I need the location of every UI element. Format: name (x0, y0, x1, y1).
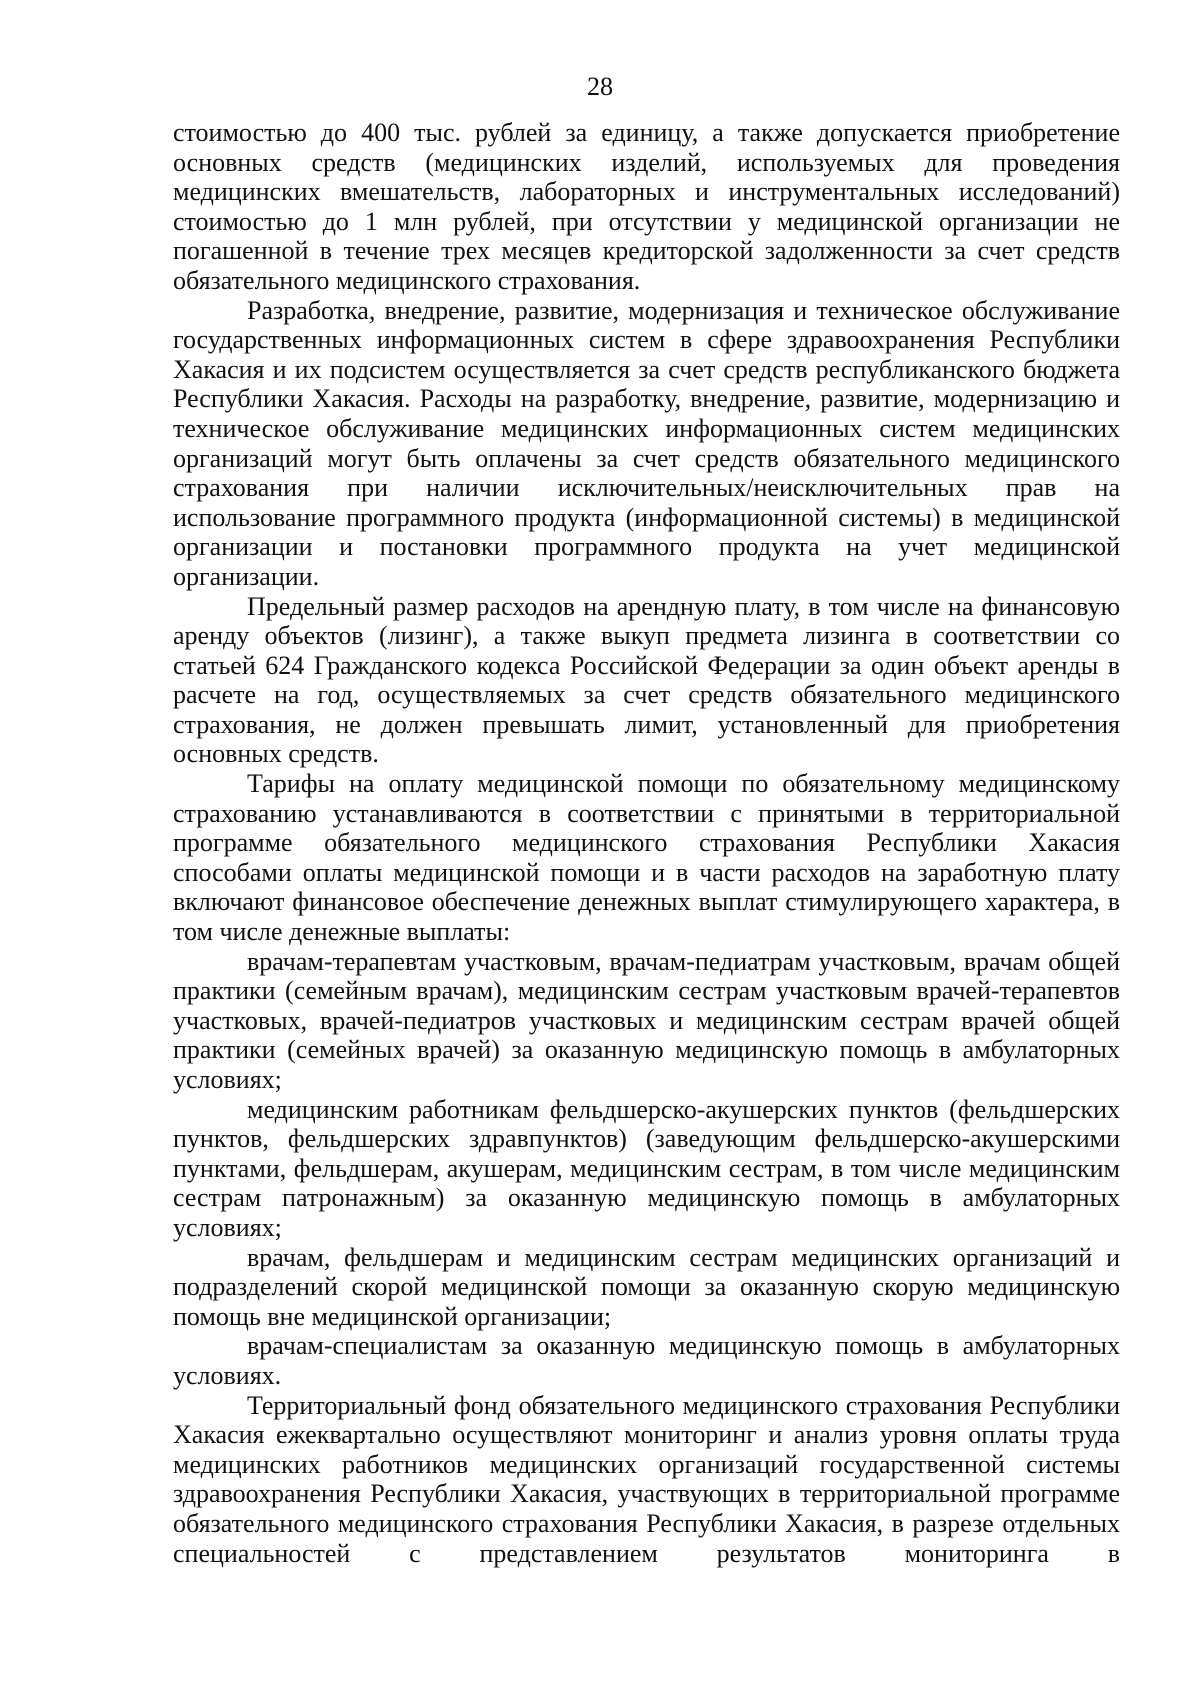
page-number: 28 (587, 72, 613, 101)
paragraph-tariffs: Тарифы на оплату медицинской помощи по обязательному медицинскому страхованию устанавливаются в соответствии с принятыми в территориальной программе обязательного медицинского страхования Республики Хакасия способами оплаты медицинской помощи и в части расходов на заработную плату включают финансовое обеспечение денежных выплат стимулирующего характера, в том числе денежные выплаты: (173, 769, 1120, 947)
body-text (173, 118, 1120, 1568)
paragraph-leasing-limit: Предельный размер расходов на арендную плату, в том числе на финансовую аренду объектов (лизинг), а также выкуп предмета лизинга в соответствии со статьей 624 Гражданского кодекса Российской Федерации за один объект аренды в расчете на год, осуществляемых за счет средств обязательного медицинского страхования, не должен превышать лимит, установленный для приобретения основных средств. (173, 591, 1120, 769)
paragraph-feldsher-points: медицинским работникам фельдшерско-акушерских пунктов (фельдшерских пунктов, фельдшерских здравпунктов) (заведующим фельдшерско-акушерскими пунктами, фельдшерам, акушерам, медицинским сестрам, в том числе медицинским сестрам патронажным) за оказанную медицинскую помощь в амбулаторных условиях; (173, 1094, 1120, 1242)
paragraph-information-systems: Разработка, внедрение, развитие, модернизация и техническое обслуживание государственных информационных систем в сфере здравоохранения Республики Хакасия и их подсистем осуществляется за счет средств республиканского бюджета Республики Хакасия. Расходы на разработку, внедрение, развитие, модернизацию и техническое обслуживание медицинских информационных систем медицинских организаций могут быть оплачены за счет средств обязательного медицинского страхования при наличии исключительных/неисключительных прав на использование программного продукта (информационной системы) в медицинской организации и постановки программного продукта на учет медицинской организации. (173, 295, 1120, 591)
paragraph-fixed-assets-cost: стоимостью до 400 тыс. рублей за единицу, а также допускается приобретение основных средств (медицинских изделий, используемых для проведения медицинских вмешательств, лабораторных и инструментальных исследований) стоимостью до 1 млн рублей, при отсутствии у медицинской организации не погашенной в течение трех месяцев кредиторской задолженности за счет средств обязательного медицинского страхования. (173, 118, 1120, 295)
paragraph-monitoring: Территориальный фонд обязательного медицинского страхования Республики Хакасия ежеквартально осуществляют мониторинг и анализ уровня оплаты труда медицинских работников медицинских организаций государственной системы здравоохранения Республики Хакасия, участвующих в территориальной программе обязательного медицинского страхования Республики Хакасия, в разрезе отдельных специальностей с представлением результатов мониторинга в (173, 1390, 1120, 1568)
paragraph-district-doctors: врачам-терапевтам участковым, врачам-педиатрам участковым, врачам общей практики (семейным врачам), медицинским сестрам участковым врачей-терапевтов участковых, врачей-педиатров участковых и медицинским сестрам врачей общей практики (семейных врачей) за оказанную медицинскую помощь в амбулаторных условиях; (173, 946, 1120, 1094)
paragraph-specialists: врачам-специалистам за оказанную медицинскую помощь в амбулаторных условиях. (173, 1331, 1120, 1390)
paragraph-ambulance-staff: врачам, фельдшерам и медицинским сестрам медицинских организаций и подразделений скорой медицинской помощи за оказанную скорую медицинскую помощь вне медицинской организации; (173, 1242, 1120, 1331)
